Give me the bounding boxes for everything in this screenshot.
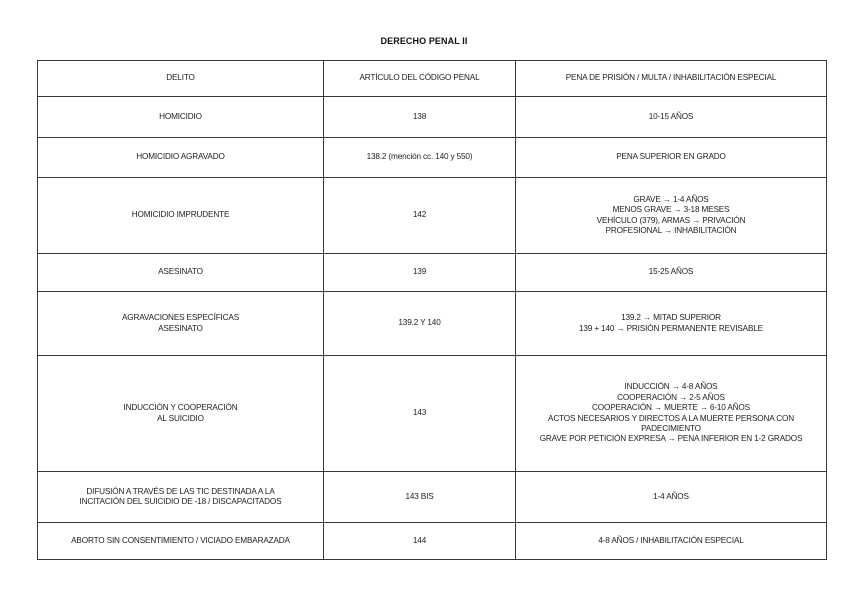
- cell-pena: [516, 97, 827, 138]
- header-pena: PENA DE PRISIÓN / MULTA / INHABILITACIÓN ESPECIAL: [516, 61, 827, 97]
- table-row: [38, 254, 827, 292]
- cell-pena: [516, 138, 827, 178]
- cell-pena: [516, 523, 827, 560]
- cell-text: INCITACIÓN DEL SUICIDIO DE -18 / DISCAPACITADOS: [79, 497, 282, 506]
- cell-text: GRAVE → 1-4 AÑOS: [633, 194, 709, 204]
- header-delito: DELITO: [38, 61, 324, 97]
- cell-text: ASESINATO: [158, 267, 203, 277]
- cell-text: HOMICIDIO AGRAVADO: [136, 152, 225, 162]
- cell-text: 139 + 140 → PRISIÓN PERMANENTE REVISABLE: [579, 323, 763, 333]
- cell-delito: [38, 178, 324, 254]
- cell-articulo: 139.2 Y 140: [324, 292, 516, 356]
- cell-text: 15-25 AÑOS: [648, 267, 694, 277]
- cell-articulo: 144: [324, 523, 516, 560]
- cell-pena: [516, 292, 827, 356]
- document-title: DERECHO PENAL II: [380, 36, 468, 46]
- cell-text: 1-4 AÑOS: [653, 491, 689, 501]
- cell-pena: [516, 254, 827, 292]
- cell-text: INDUCCIÓN → 4-8 AÑOS: [624, 382, 718, 392]
- header-articulo: ARTÍCULO DEL CÓDIGO PENAL: [324, 61, 516, 97]
- cell-text: PROFESIONAL → INHABILITACIÓN: [605, 225, 737, 235]
- cell-text: DIFUSIÓN A TRAVÉS DE LAS TIC DESTINADA A LA: [86, 486, 275, 496]
- cell-text: ABORTO SIN CONSENTIMIENTO / VICIADO EMBARAZADA: [71, 535, 290, 545]
- cell-text: 10-15 AÑOS: [648, 111, 694, 121]
- cell-text: COOPERACIÓN → 2-5 AÑOS: [617, 392, 725, 402]
- cell-text: HOMICIDIO IMPRUDENTE: [131, 210, 230, 220]
- cell-delito: [38, 254, 324, 292]
- cell-pena: [516, 178, 827, 254]
- cell-text: 4-8 AÑOS / INHABILITACIÓN ESPECIAL: [598, 535, 744, 545]
- penal-table: [37, 60, 827, 560]
- cell-text: AL SUICIDIO: [157, 413, 204, 423]
- cell-articulo: 138: [324, 97, 516, 138]
- cell-delito: [38, 523, 324, 560]
- cell-articulo: 142: [324, 178, 516, 254]
- cell-text: PENA SUPERIOR EN GRADO: [616, 152, 726, 162]
- cell-articulo: 143 BIS: [324, 472, 516, 523]
- cell-text: ASESINATO: [158, 323, 203, 333]
- cell-text: AGRAVACIONES ESPECÍFICAS: [121, 313, 240, 323]
- cell-text: GRAVE POR PETICIÓN EXPRESA → PENA INFERIOR EN 1-2 GRADOS: [539, 434, 803, 444]
- table-row: [38, 178, 827, 254]
- table-header-row: [38, 61, 827, 97]
- cell-articulo: 139: [324, 254, 516, 292]
- cell-text: ACTOS NECESARIOS Y DIRECTOS A LA MUERTE PERSONA CON PADECIMIENTO: [548, 413, 794, 433]
- cell-text: 139.2 → MITAD SUPERIOR: [621, 313, 721, 323]
- cell-text: VEHÍCULO (379), ARMAS → PRIVACIÓN: [596, 215, 746, 225]
- cell-articulo: 143: [324, 356, 516, 472]
- cell-text: COOPERACIÓN → MUERTE → 6-10 AÑOS: [592, 403, 750, 413]
- table-row: [38, 292, 827, 356]
- cell-delito: [38, 356, 324, 472]
- table-row: [38, 472, 827, 523]
- cell-articulo: 138.2 (mención cc. 140 y 550): [324, 138, 516, 178]
- cell-delito: [38, 292, 324, 356]
- cell-text: HOMICIDIO: [159, 111, 202, 121]
- table-row: [38, 97, 827, 138]
- cell-delito: [38, 138, 324, 178]
- cell-text: MENOS GRAVE → 3-18 MESES: [612, 205, 730, 215]
- cell-delito: [38, 472, 324, 523]
- table-row: [38, 523, 827, 560]
- cell-delito: [38, 97, 324, 138]
- cell-pena: [516, 472, 827, 523]
- cell-text: INDUCCIÓN Y COOPERACIÓN: [123, 403, 238, 413]
- cell-pena: [516, 356, 827, 472]
- table-row: [38, 138, 827, 178]
- table-row: [38, 356, 827, 472]
